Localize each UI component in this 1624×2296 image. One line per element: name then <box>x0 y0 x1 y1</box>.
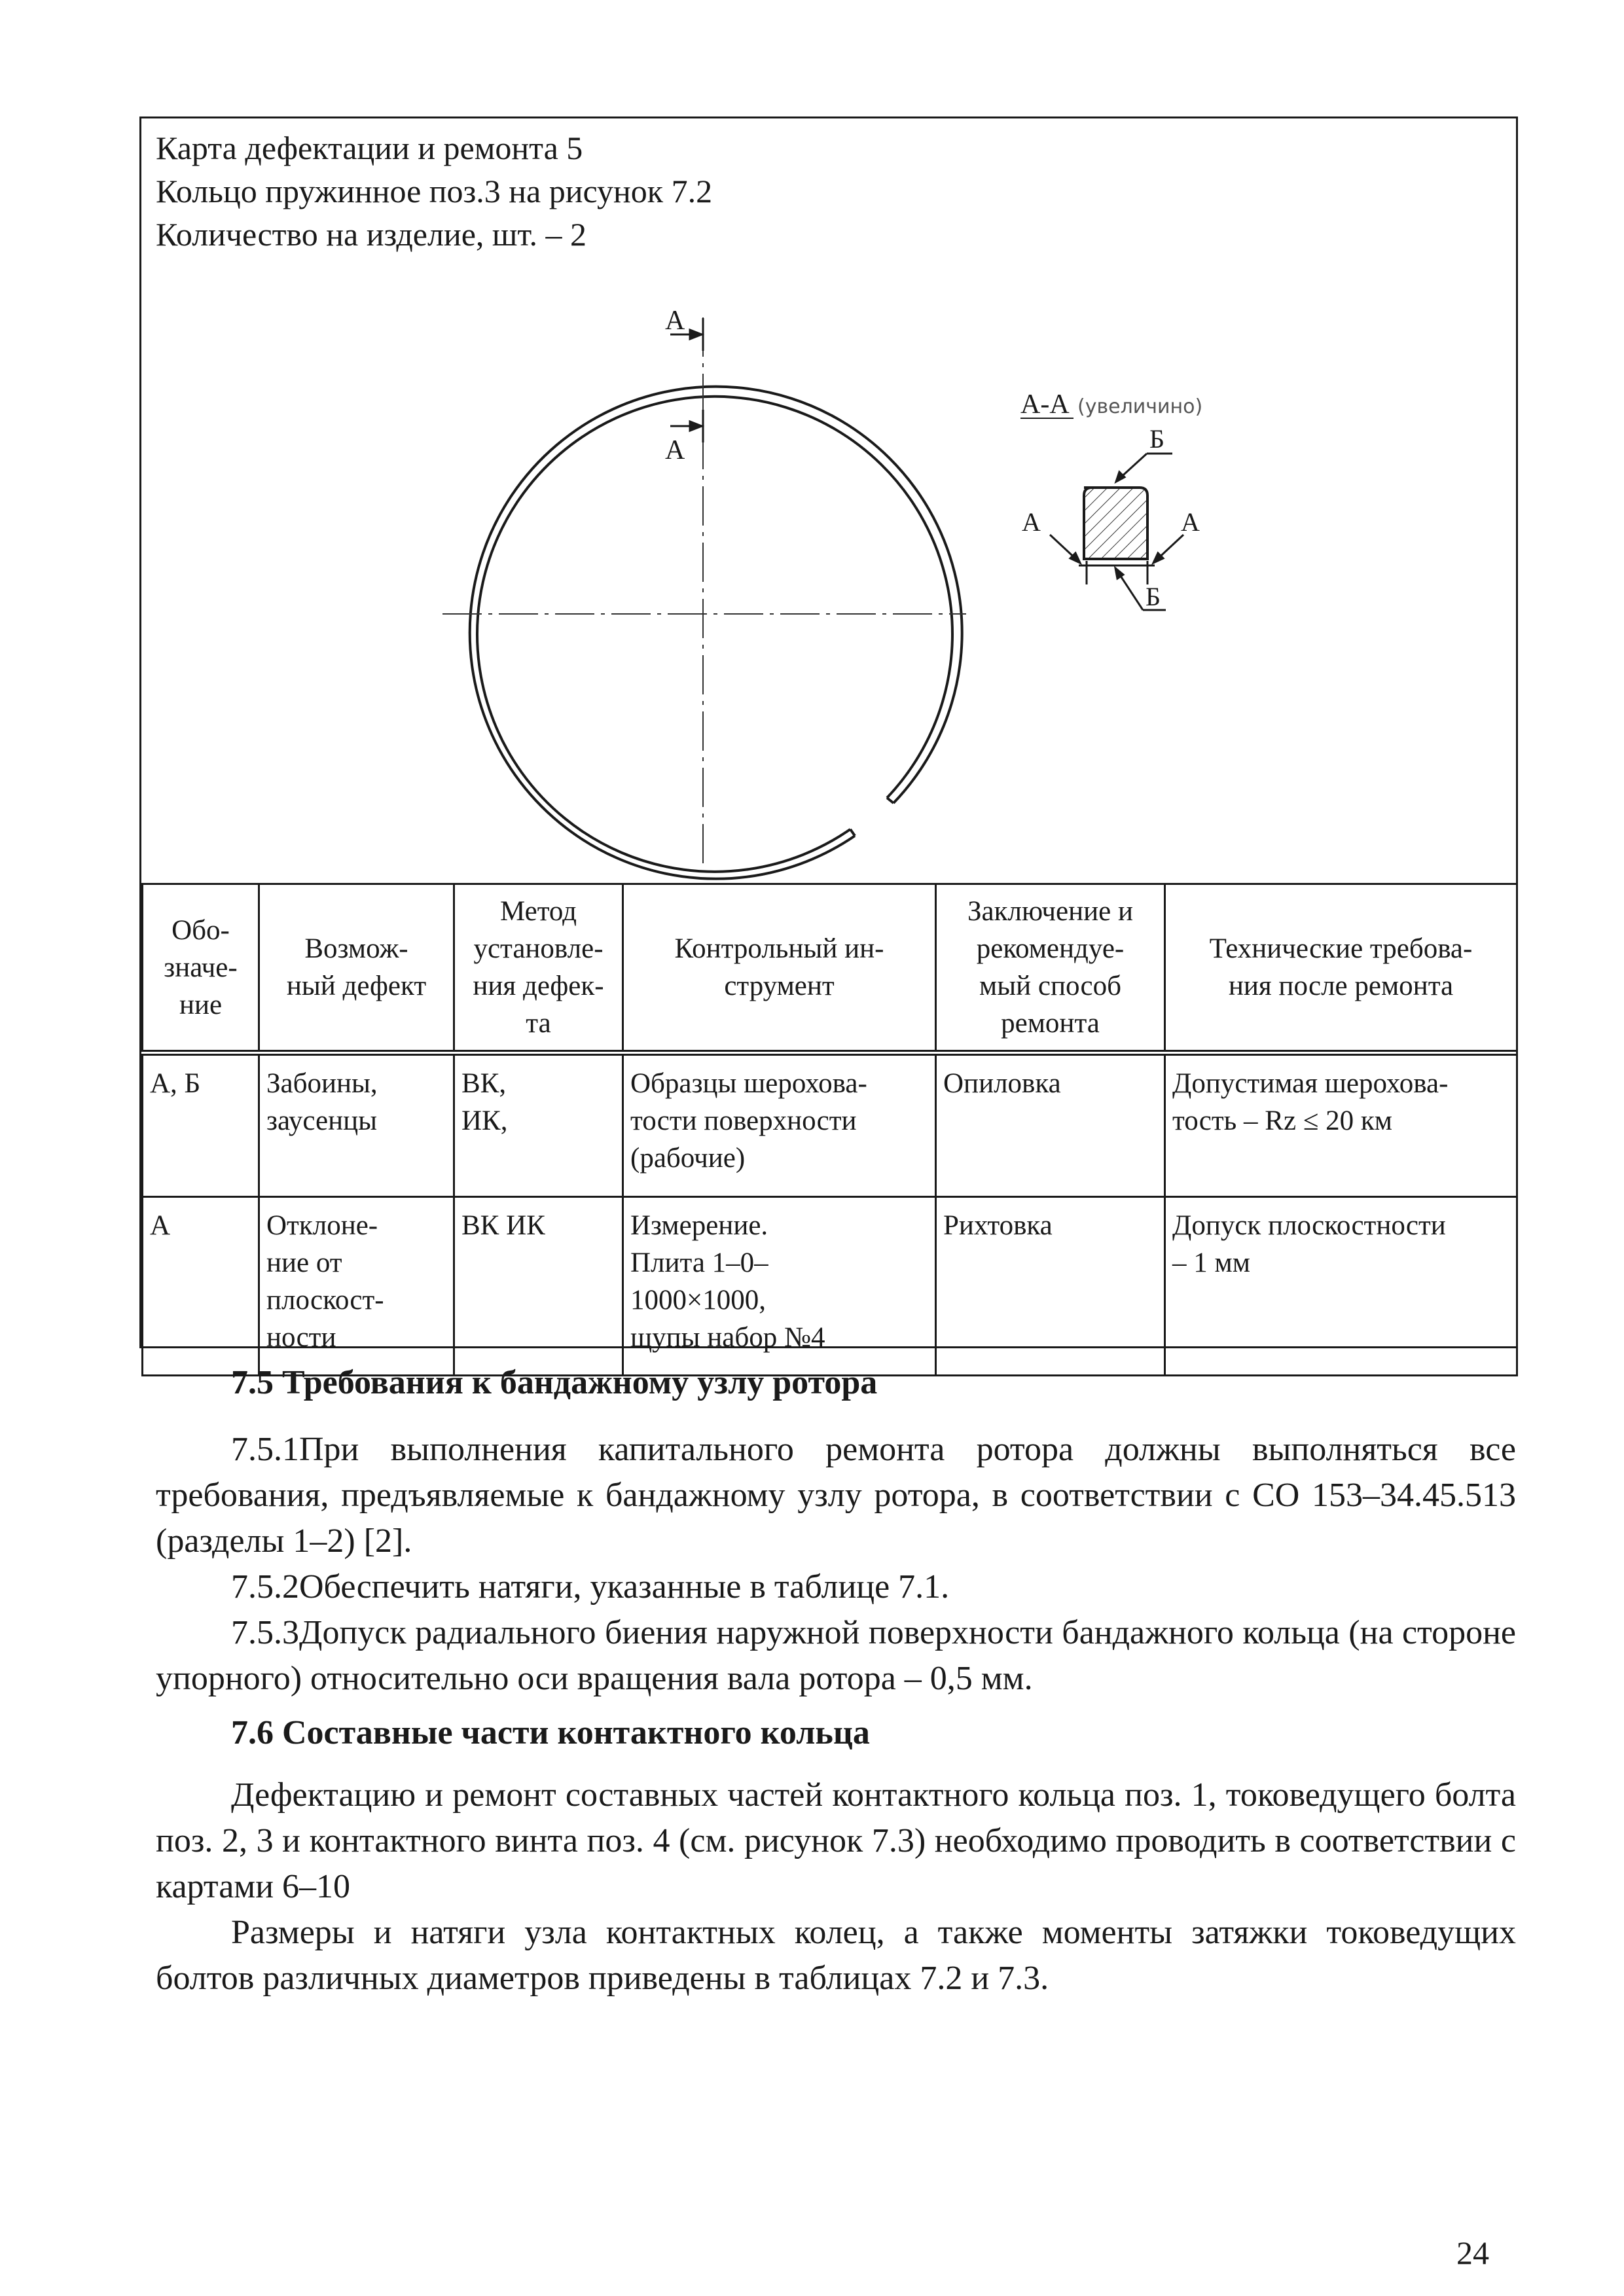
cell-conclusion: Рихтовка <box>936 1197 1165 1376</box>
marker-b-bottom: Б <box>1146 582 1161 611</box>
cell-method: ВК, ИК, <box>454 1053 623 1197</box>
paragraph: Дефектацию и ремонт составных частей контактного кольца поз. 1, токоведущего болта поз. 2, 3 и контактного винта поз. 4 (см. рисунок 7.3) необходимо проводить в соответствии с картами 6–10 <box>156 1776 1516 1905</box>
paragraph: 7.5.1При выполнения капитального ремонта ротора должны выполняться все требования, предъявляемые к бандажному узлу ротора, в соответствии с СО 153–34.45.513 (разделы 1–2) [2]. <box>156 1431 1516 1560</box>
section-76-title: 7.6 Составные части контактного кольца <box>231 1714 870 1751</box>
card-part-name: Кольцо пружинное поз.3 на рисунок 7.2 <box>156 173 713 209</box>
table-row <box>143 1053 1517 1197</box>
section-76-body <box>156 1772 1516 2001</box>
cell-designation: А, Б <box>143 1053 259 1197</box>
cell-conclusion: Опиловка <box>936 1053 1165 1197</box>
cell-instrument: Измерение. Плита 1–0– 1000×1000, щупы набор №4 <box>623 1197 936 1376</box>
marker-b-top: Б <box>1149 424 1164 454</box>
section-75-title: 7.5 Требования к бандажному узлу ротора <box>231 1364 878 1401</box>
defect-table <box>141 883 1518 1376</box>
paragraph: 7.5.3Допуск радиального биения наружной поверхности бандажного кольца (на стороне упорного) относительно оси вращения вала ротора – 0,5 мм. <box>156 1614 1516 1697</box>
header-method: Метод установле- ния дефек- та <box>454 884 623 1053</box>
defect-card <box>139 117 1518 1353</box>
paragraph: Размеры и натяги узла контактных колец, а также моменты затяжки токоведущих болтов различных диаметров приведены в таблицах 7.2 и 7.3. <box>156 1914 1516 1997</box>
table-header-row <box>143 884 1517 1053</box>
section-note: (увеличино) <box>1077 395 1203 418</box>
header-requirements: Технические требова- ния после ремонта <box>1165 884 1517 1053</box>
page-number: 24 <box>1456 2234 1489 2271</box>
header-conclusion: Заключение и рекомендуе- мый способ ремонта <box>936 884 1165 1053</box>
marker-a-right: А <box>1181 507 1200 537</box>
card-quantity: Количество на изделие, шт. – 2 <box>156 216 586 253</box>
header-defect: Возмож- ный дефект <box>259 884 454 1053</box>
table-row <box>143 1197 1517 1376</box>
cell-defect: Отклоне- ние от плоскост- ности <box>259 1197 454 1376</box>
cell-instrument: Образцы шерохова- тости поверхности (рабочие) <box>623 1053 936 1197</box>
cut-label-top: А <box>665 306 685 336</box>
header-instrument: Контрольный ин- струмент <box>623 884 936 1053</box>
section-label: А-А <box>1020 389 1070 420</box>
header-designation: Обо- значе- ние <box>143 884 259 1053</box>
marker-a-left: А <box>1022 507 1041 537</box>
cell-requirements: Допуск плоскостности – 1 мм <box>1165 1197 1517 1376</box>
card-title: Карта дефектации и ремонта 5 <box>156 130 583 166</box>
cell-designation: А <box>143 1197 259 1376</box>
section-75-body <box>156 1427 1516 1702</box>
cell-method: ВК ИК <box>454 1197 623 1376</box>
ring-outline <box>470 387 962 879</box>
cut-label-bottom: А <box>665 435 685 465</box>
cell-defect: Забоины, заусенцы <box>259 1053 454 1197</box>
cell-requirements: Допустимая шерохова- тость – Rz ≤ 20 км <box>1165 1053 1517 1197</box>
cut-markers <box>670 318 703 442</box>
spring-ring-drawing <box>141 118 1516 999</box>
paragraph: 7.5.2Обеспечить натяги, указанные в таблице 7.1. <box>231 1568 950 1605</box>
